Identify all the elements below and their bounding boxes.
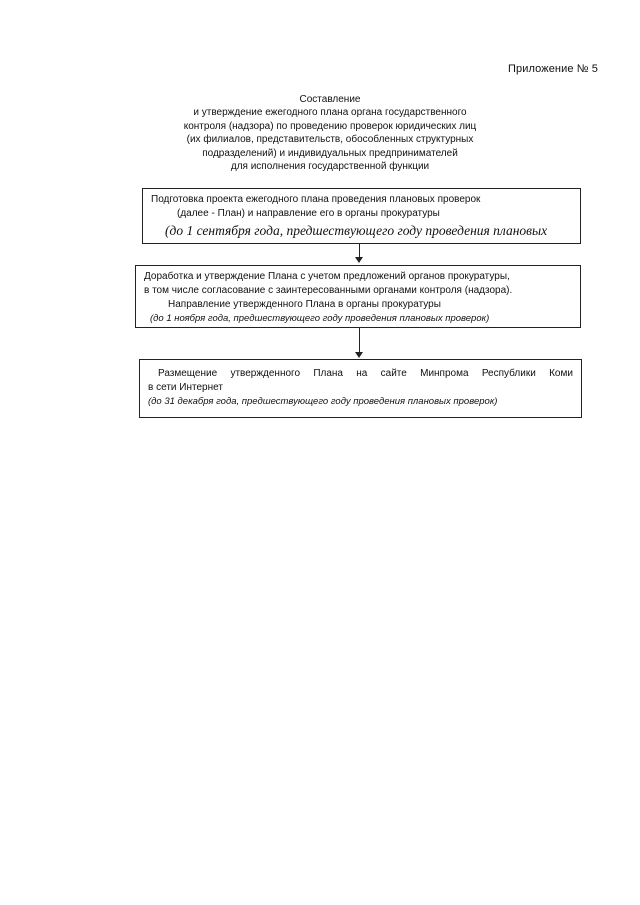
title-line: Составление xyxy=(299,94,361,105)
step-text-line: (далее - План) и направление его в органы прокуратуры xyxy=(177,208,440,219)
step-box-publish-plan xyxy=(139,359,582,418)
step-text-line: Подготовка проекта ежегодного плана проведения плановых проверок xyxy=(151,194,481,205)
step-word: Размещение xyxy=(158,368,218,379)
title-line: подразделений) и индивидуальных предпринимателей xyxy=(202,147,458,159)
step-deadline: (до 1 сентября года, предшествующего году проведения плановых xyxy=(165,223,548,238)
step-word: Коми xyxy=(549,368,573,379)
step-text-line: в сети Интернет xyxy=(148,382,223,393)
arrow-down-icon xyxy=(355,257,363,263)
step-word: сайте xyxy=(380,368,407,379)
title-line: контроля (надзора) по проведению проверок юридических лиц xyxy=(183,120,477,132)
document-title xyxy=(180,93,480,173)
title-line: и утверждение ежегодного плана органа государственного xyxy=(193,107,467,119)
step-text-line: Направление утвержденного Плана в органы прокуратуры xyxy=(168,299,441,310)
step-word: Минпрома xyxy=(420,368,469,379)
title-line: для исполнения государственной функции xyxy=(230,161,430,173)
step-text-line: Доработка и утверждение Плана с учетом предложений органов прокуратуры, xyxy=(144,271,510,282)
step-text-line xyxy=(148,367,573,381)
arrow-down-icon xyxy=(355,352,363,358)
step-box-approve-plan xyxy=(135,265,581,328)
title-line: (их филиалов, представительств, обособленных структурных xyxy=(186,134,474,146)
step-word: на xyxy=(356,368,368,379)
step-deadline: (до 1 ноября года, предшествующего году проведения плановых проверок) xyxy=(150,313,490,324)
step-word: Республики xyxy=(481,368,536,379)
step-box-prepare-plan xyxy=(142,188,581,244)
connector-line xyxy=(359,328,360,352)
step-word: Плана xyxy=(313,368,343,379)
step-word: утвержденного xyxy=(230,368,301,379)
connector-line xyxy=(359,244,360,257)
appendix-label: Приложение № 5 xyxy=(508,63,598,75)
step-text-line: в том числе согласование с заинтересованными органами контроля (надзора). xyxy=(144,285,513,296)
step-deadline: (до 31 декабря года, предшествующего году проведения плановых проверок) xyxy=(148,396,498,407)
